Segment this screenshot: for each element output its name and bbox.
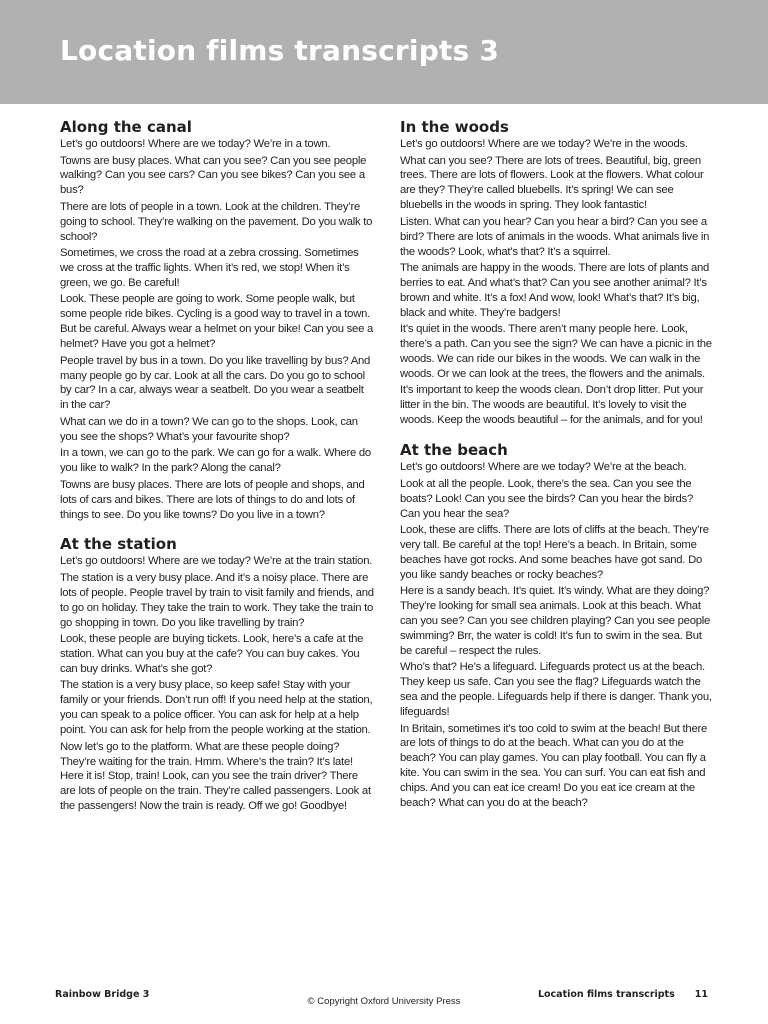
footer-section-info (538, 989, 708, 1000)
header-band (0, 0, 768, 104)
paragraph: Towns are busy places. What can you see? Can you see people walking? Can you see cars? Can you see bikes? Can you see a bus? (60, 154, 367, 197)
page-number: 11 (694, 989, 708, 1000)
section-heading: At the beach (400, 441, 508, 460)
paragraph: The station is a very busy place. And it’s a noisy place. There are lots of people. People travel by train to visit family and friends, and to go on holiday. They take the train to work. They take the train to go shopping in town. Do you like travelling by train? (60, 571, 374, 629)
section-heading: At the station (60, 535, 177, 554)
paragraph: What can you see? There are lots of trees. Beautiful, big, green trees. There are lots of flowers. Look at the flowers. What colour are they? They’re called bluebells. It’s spring! We can see bluebells in the woods in spring. They look fantastic! (400, 154, 704, 212)
paragraph: Let’s go outdoors! Where are we today? We’re at the beach. (400, 461, 687, 474)
paragraph: Let’s go outdoors! Where are we today? We’re in a town. (60, 138, 331, 150)
paragraph: Look at all the people. Look, there’s the sea. Can you see the boats? Look! Can you see the birds? Can you hear the birds? Can you hear the sea? (400, 477, 693, 520)
section-heading: Along the canal (60, 118, 192, 136)
paragraph: Let’s go outdoors! Where are we today? We’re in the woods. (400, 138, 688, 150)
paragraph: Now let’s go to the platform. What are these people doing? They’re waiting for the train. Hmm. Where’s the train? It’s late! Here it is! Stop, train! Look, can you see the train driver? There are lots of people on the train. They’re called passengers. Look at the passengers! Now the train is ready. Off we go! Goodbye! (60, 740, 371, 813)
paragraph: Who’s that? He’s a lifeguard. Lifeguards protect us at the beach. They keep us safe. Can you see the flag? Lifeguards watch the sea and the people. Lifeguards help if there is danger. Thank you, lifeguards! (400, 661, 712, 719)
paragraph: Listen. What can you hear? Can you hear a bird? Can you see a bird? There are lots of animals in the woods. What animals live in the woods? Look, what’s that? It’s a squirrel. (400, 215, 710, 258)
footer-section-title: Location films transcripts (537, 989, 675, 1000)
footer-book-title: Rainbow Bridge 3 (55, 989, 150, 1000)
paragraph: Look, these are cliffs. There are lots of cliffs at the beach. They’re very tall. Be careful at the top! Here’s a beach. In Britain, some beaches have got rocks. And some beaches have got sand. Do you like sandy beaches or rocky beaches? (400, 524, 709, 581)
paragraph: People travel by bus in a town. Do you like travelling by bus? And many people go by car. Look at all the cars. Do you go to school by car? In a car, always wear a seatbelt. Do you wear a seatbelt in the car? (60, 354, 371, 412)
paragraph: The station is a very busy place, so keep safe! Stay with your family or your friends. Don’t run off! If you need help at the station, you can speak to a police officer. You can ask for help at a help point. You can ask for help from the people working at the station. (60, 679, 373, 737)
paragraph: The animals are happy in the woods. There are lots of plants and berries to eat. And what’s that? Can you see another animal? It’s brown and white. It’s a fox! And wow, look! What’s that? It’s big, black and white. They’re badgers! (400, 262, 710, 319)
paragraph: Look. These people are going to work. Some people walk, but some people ride bikes. Cycling is a good way to travel in a town. But be careful. Always wear a helmet on your bike! Can you see a helmet? Have you got a helmet? (60, 293, 374, 351)
paragraph: It’s quiet in the woods. There aren’t many people here. Look, there’s a path. Can you see the sign? We can have a picnic in the woods. We can ride our bikes in the woods. We can walk in the woods. Or we can look at the trees, the flowers and the animals. (400, 323, 712, 380)
paragraph: Let’s go outdoors! Where are we today? We’re at the train station. (60, 555, 373, 568)
paragraph: There are lots of people in a town. Look at the children. They’re going to school. They’re walking on the pavement. Do you walk to school? (60, 200, 373, 243)
footer-copyright: © Copyright Oxford University Press (307, 996, 461, 1007)
paragraph: Here is a sandy beach. It’s quiet. It’s windy. What are they doing? They’re looking for small sea animals. Look at this beach. What can you see? Can you see children playing? Can you see people swimming? Brr, the water is cold! It’s fun to swim in the sea. But be careful – respect the rules. (400, 585, 711, 657)
paragraph: Look, these people are buying tickets. Look, here’s a cafe at the station. What can you buy at the cafe? You can buy cakes. You can buy drinks. What’s she got? (60, 633, 364, 675)
section-heading: In the woods (400, 118, 509, 136)
section-at-the-beach (400, 441, 714, 811)
paragraph: It’s important to keep the woods clean. Don’t drop litter. Put your litter in the bin. The woods are beautiful. It’s lovely to visit the woods. Keep the woods beautiful – for the animals, and for you! (400, 384, 704, 427)
page-title: Location films transcripts 3 (60, 34, 500, 67)
paragraph: What can we do in a town? We can go to the shops. Look, can you see the shops? What’s your favourite shop? (60, 415, 358, 443)
section-in-the-woods (400, 118, 714, 428)
paragraph: In a town, we can go to the park. We can go for a walk. Where do you like to walk? In the park? Along the canal? (60, 447, 371, 475)
right-column (400, 118, 714, 824)
left-column (60, 118, 374, 827)
paragraph: Sometimes, we cross the road at a zebra crossing. Sometimes we cross at the traffic lights. When it’s red, we stop! When it’s green, we go. Be careful! (60, 247, 359, 289)
section-along-the-canal (60, 118, 374, 522)
paragraph: Towns are busy places. There are lots of people and shops, and lots of cars and bikes. There are lots of things to do and lots of things to see. Do you like towns? Do you live in a town? (60, 478, 365, 521)
section-at-the-station (60, 535, 374, 814)
paragraph: In Britain, sometimes it’s too cold to swim at the beach! But there are lots of things to do at the beach. What can you do at the beach? You can play games. You can play football. You can fly a kite. You can swim in the sea. You can surf. You can eat fish and chips. And you can eat ice cream! Do you eat ice cream at the beach? What can you do at the beach? (400, 722, 708, 810)
